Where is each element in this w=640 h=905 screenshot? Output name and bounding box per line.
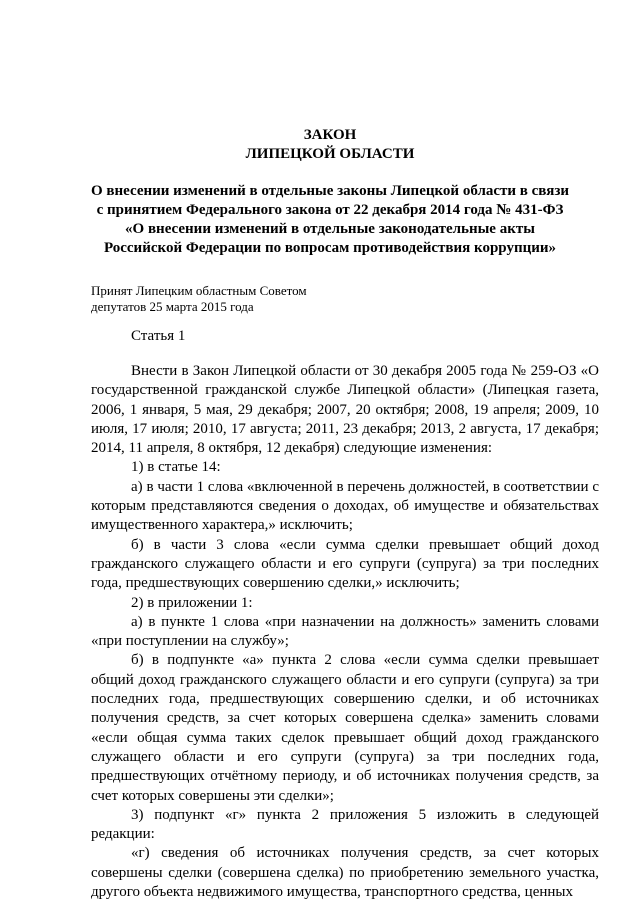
article-heading: Статья 1	[131, 328, 186, 344]
law-title	[60, 126, 600, 164]
adoption-note	[91, 283, 307, 315]
law-subtitle	[60, 182, 600, 258]
article-paragraph: Внести в Закон Липецкой области от 30 декабря 2005 года № 259-ОЗ «О государственной гражданской службе Липецкой области» (Липецкая газета, 2006, 1 января, 5 мая, 29 декабря; 2007, 20 октября; 2008, 19 апреля; 2009, 10 июля, 17 июля; 2010, 17 августа; 2011, 23 декабря; 2013, 2 августа, 17 декабря; 2014, 11 апреля, 8 октября, 12 декабря) следующие изменения:	[91, 363, 599, 457]
law-subtitle-line1: О внесении изменений в отдельные законы Липецкой области в связи	[90, 183, 569, 199]
article-paragraph: 1) в статье 14:	[131, 459, 221, 476]
law-title-line2: ЛИПЕЦКОЙ ОБЛАСТИ	[245, 146, 415, 162]
article-paragraph: «г) сведения об источниках получения средств, за счет которых совершены сделки (совершена сделка) по приобретению земельного участка, другого объекта недвижимого имущества, транспортного средства, ценных	[91, 845, 599, 901]
adoption-note-line1: Принят Липецким областным Советом	[91, 283, 307, 298]
article-paragraph: б) в части 3 слова «если сумма сделки превышает общий доход гражданского служащего области и его супруги (супруга) за три последних года, предшествующих совершению сделки,» исключить;	[91, 536, 599, 592]
article-paragraph: б) в подпункте «а» пункта 2 слова «если сумма сделки превышает общий доход гражданского служащего области и его супруги (супруга) за три последних года, предшествующих совершению сделки, и об источниках получения средств, за счет которых совершена сделка» заменить словами «если общая сумма таких сделок превышает общий доход гражданского служащего области и его супруги (супруга) за три последних года, предшествующих отчётному периоду, и об источниках получения средств, за счет которых совершены эти сделки»;	[91, 652, 599, 804]
article-paragraph: а) в части 1 слова «включенной в перечень должностей, в соответствии с которым представляются сведения о доходах, об имуществе и обязательствах имущественного характера,» исключить;	[91, 478, 599, 534]
law-subtitle-line3: «О внесении изменений в отдельные законодательные акты	[125, 221, 535, 237]
article-body	[91, 362, 599, 902]
adoption-note-line2: депутатов 25 марта 2015 года	[91, 299, 254, 314]
article-paragraph: а) в пункте 1 слова «при назначении на должность» заменить словами «при поступлении на службу»;	[91, 613, 599, 650]
law-subtitle-line4: Российской Федерации по вопросам противодействия коррупции»	[103, 240, 557, 256]
law-subtitle-line2: с принятием Федерального закона от 22 декабря 2014 года № 431-ФЗ	[96, 202, 564, 218]
law-title-line1: ЗАКОН	[303, 127, 357, 143]
article-paragraph: 3) подпункт «г» пункта 2 приложения 5 изложить в следующей редакции:	[91, 806, 599, 843]
article-paragraph: 2) в приложении 1:	[131, 594, 253, 611]
